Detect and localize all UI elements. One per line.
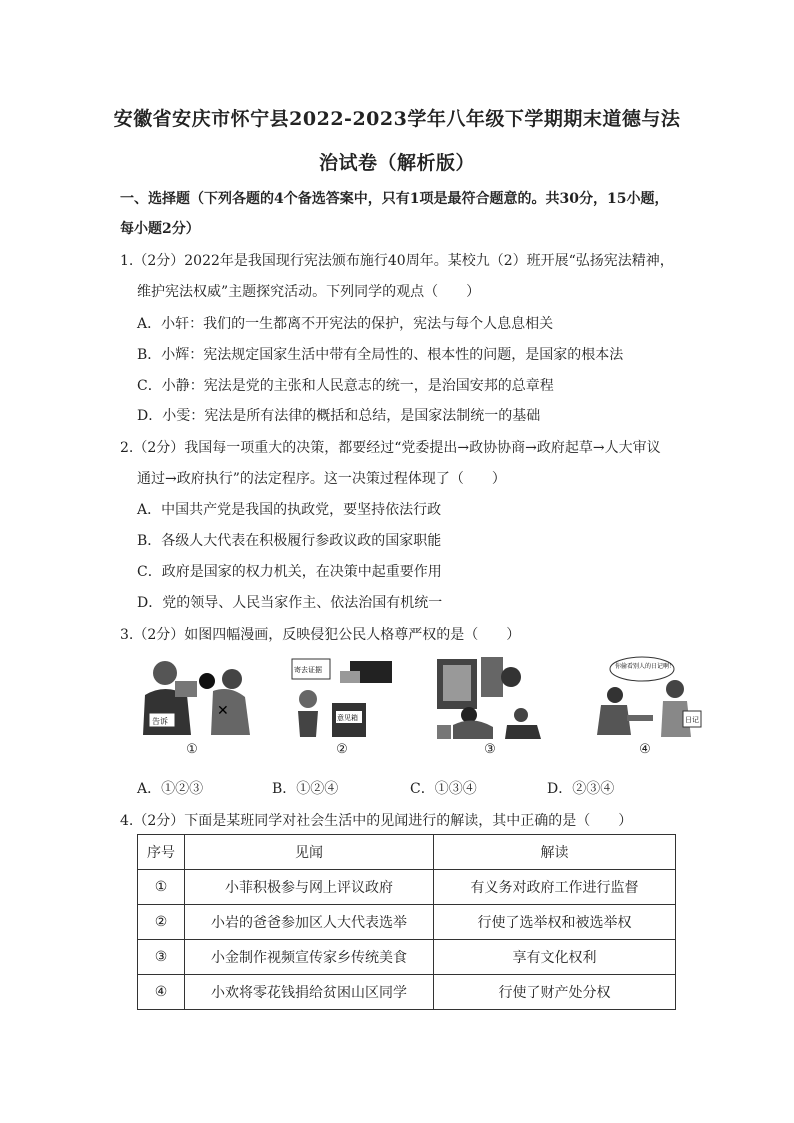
exam-title-line1: 安徽省安庆市怀宁县2022-2023学年八年级下学期期末道德与法	[113, 108, 681, 130]
table-cell: 有义务对政府工作进行监督	[434, 870, 676, 905]
cartoon-2-sign-text: 寄去证据	[294, 666, 322, 674]
q1-stem-line2: 维护宪法权威”主题探究活动。下列同学的观点（ ）	[137, 284, 481, 300]
table-header-cell: 序号	[138, 835, 185, 870]
table-cell: ①	[138, 870, 185, 905]
q1-option-d: D．小雯：宪法是所有法律的概括和总结，是国家法制统一的基础	[137, 408, 541, 424]
q2-option-a: A．中国共产党是我国的执政党，要坚持依法行政	[137, 502, 442, 518]
cartoon-caption-1: ①	[186, 742, 198, 757]
svg-text:✕: ✕	[217, 703, 229, 719]
table-cell: 行使了财产处分权	[434, 975, 676, 1010]
table-row	[138, 905, 676, 940]
q2-stem-line2: 通过→政府执行”的法定程序。这一决策过程体现了（ ）	[137, 471, 506, 487]
q1-option-b: B．小辉：宪法规定国家生活中带有全局性的、根本性的问题，是国家的根本法	[137, 347, 624, 363]
table-cell: 享有文化权利	[434, 940, 676, 975]
table-cell: 小岩的爸爸参加区人大代表选举	[185, 905, 434, 940]
cartoon-caption-4: ④	[639, 742, 651, 757]
table-cell: 小欢将零花钱捐给贫困山区同学	[185, 975, 434, 1010]
q1-stem-line1: 1.（2分）2022年是我国现行宪法颁布施行40周年。某校九（2）班开展“弘扬宪法精神，	[120, 253, 674, 269]
table-row	[138, 975, 676, 1010]
q4-stem: 4.（2分）下面是某班同学对社会生活中的见闻进行的解读，其中正确的是（ ）	[120, 813, 633, 829]
q3-answer-b: B．①②④	[272, 781, 339, 797]
table-row	[138, 940, 676, 975]
table-cell: ②	[138, 905, 185, 940]
table-cell: ④	[138, 975, 185, 1010]
q2-option-d: D．党的领导、人民当家作主、依法治国有机统一	[137, 595, 443, 611]
exam-title-line2: 治试卷（解析版）	[318, 152, 475, 174]
q3-answer-a: A．①②③	[137, 781, 204, 797]
cartoon-2-box-text: 意见箱	[337, 714, 358, 722]
cartoon-1-sign-text: 告诉	[152, 717, 168, 726]
table-cell: ③	[138, 940, 185, 975]
q3-stem: 3.（2分）如图四幅漫画，反映侵犯公民人格尊严权的是（ ）	[120, 627, 521, 643]
cartoon-4-book-text: 日记	[685, 716, 699, 724]
q1-option-a: A．小轩：我们的一生都离不开宪法的保护，宪法与每个人息息相关	[137, 316, 554, 332]
cartoon-caption-2: ②	[336, 742, 348, 757]
q2-stem-line1: 2.（2分）我国每一项重大的决策，都要经过“党委提出→政协协商→政府起草→人大审议	[120, 440, 661, 456]
table-row	[138, 870, 676, 905]
cartoon-4-bubble-text: 你偷看别人的日记啊！	[615, 663, 676, 670]
section-heading-line2: 每小题2分）	[120, 221, 200, 237]
section-heading-line1: 一、选择题（下列各题的4个备选答案中，只有1项是最符合题意的。共30分，15小题，	[120, 191, 669, 207]
q4-table	[137, 834, 676, 1010]
table-cell: 行使了选举权和被选举权	[434, 905, 676, 940]
q3-answer-c: C．①③④	[410, 781, 477, 797]
table-header-cell: 见闻	[185, 835, 434, 870]
table-header-cell: 解读	[434, 835, 676, 870]
q3-answer-d: D．②③④	[547, 781, 615, 797]
table-header-row	[138, 835, 676, 870]
q2-option-c: C．政府是国家的权力机关，在决策中起重要作用	[137, 564, 442, 580]
q1-option-c: C．小静：宪法是党的主张和人民意志的统一，是治国安邦的总章程	[137, 378, 554, 394]
q2-option-b: B．各级人大代表在积极履行参政议政的国家职能	[137, 533, 442, 549]
cartoon-caption-3: ③	[484, 742, 496, 757]
table-cell: 小菲积极参与网上评议政府	[185, 870, 434, 905]
table-cell: 小金制作视频宣传家乡传统美食	[185, 940, 434, 975]
